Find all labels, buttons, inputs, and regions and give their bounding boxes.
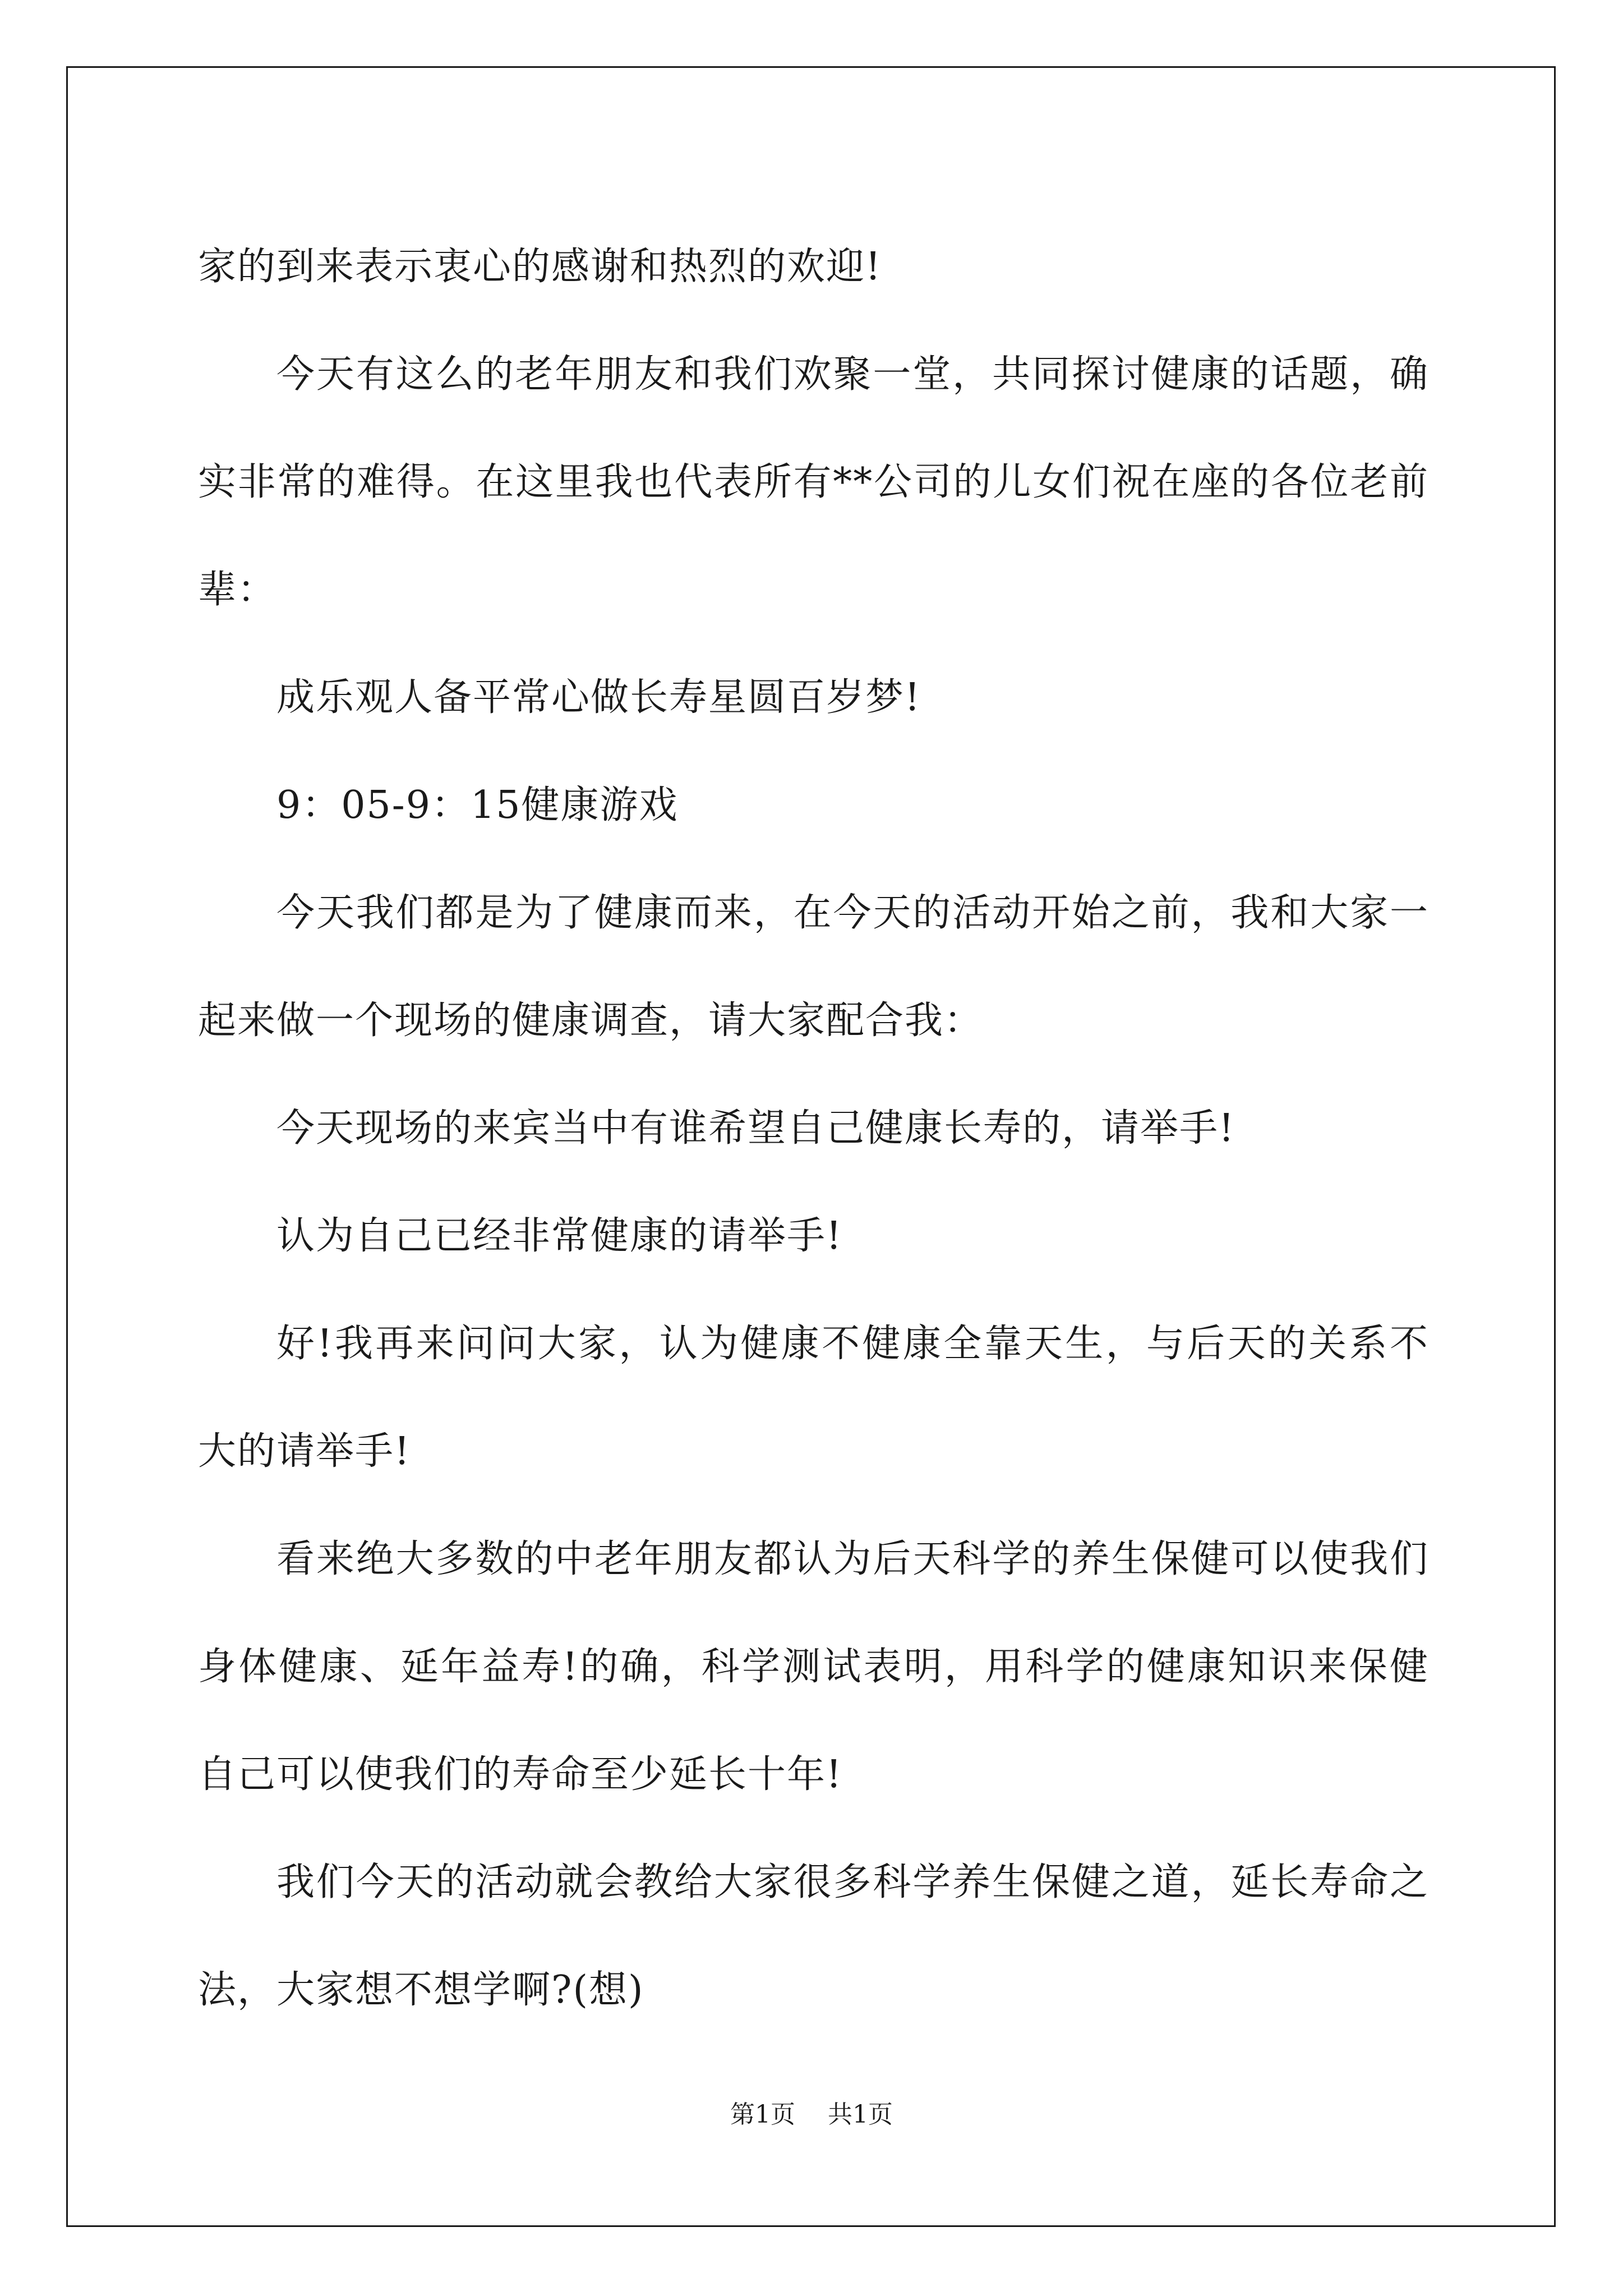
document-body (198, 213, 1429, 2044)
paragraph-5: 今天我们都是为了健康而来，在今天的活动开始之前，我和大家一起来做一个现场的健康调查，请大家配合我： (198, 891, 1429, 1043)
paragraph-2: 今天有这么的老年朋友和我们欢聚一堂，共同探讨健康的话题，确实非常的难得。在这里我也代表所有**公司的儿女们祝在座的各位老前辈： (198, 352, 1429, 612)
paragraph-4: 9：05-9：15健康游戏 (276, 783, 679, 827)
paragraph-8: 好!我再来问问大家，认为健康不健康全靠天生，与后天的关系不大的请举手! (198, 1322, 1429, 1474)
paragraph-10: 我们今天的活动就会教给大家很多科学养生保健之道，延长寿命之法，大家想不想学啊?(想) (198, 1860, 1429, 2012)
paragraph-7: 认为自己已经非常健康的请举手! (276, 1214, 843, 1258)
page-number-current: 第1页 (730, 2100, 795, 2129)
paragraph-9: 看来绝大多数的中老年朋友都认为后天科学的养生保健可以使我们身体健康、延年益寿!的确，科学测试表明，用科学的健康知识来保健自己可以使我们的寿命至少延长十年! (198, 1537, 1429, 1797)
paragraph-6: 今天现场的来宾当中有谁希望自己健康长寿的，请举手! (276, 1106, 1235, 1151)
paragraph-1: 家的到来表示衷心的感谢和热烈的欢迎! (198, 245, 882, 289)
page-footer (0, 2098, 1623, 2132)
page-number-total: 共1页 (828, 2100, 893, 2129)
paragraph-3: 成乐观人备平常心做长寿星圆百岁梦! (276, 675, 921, 720)
